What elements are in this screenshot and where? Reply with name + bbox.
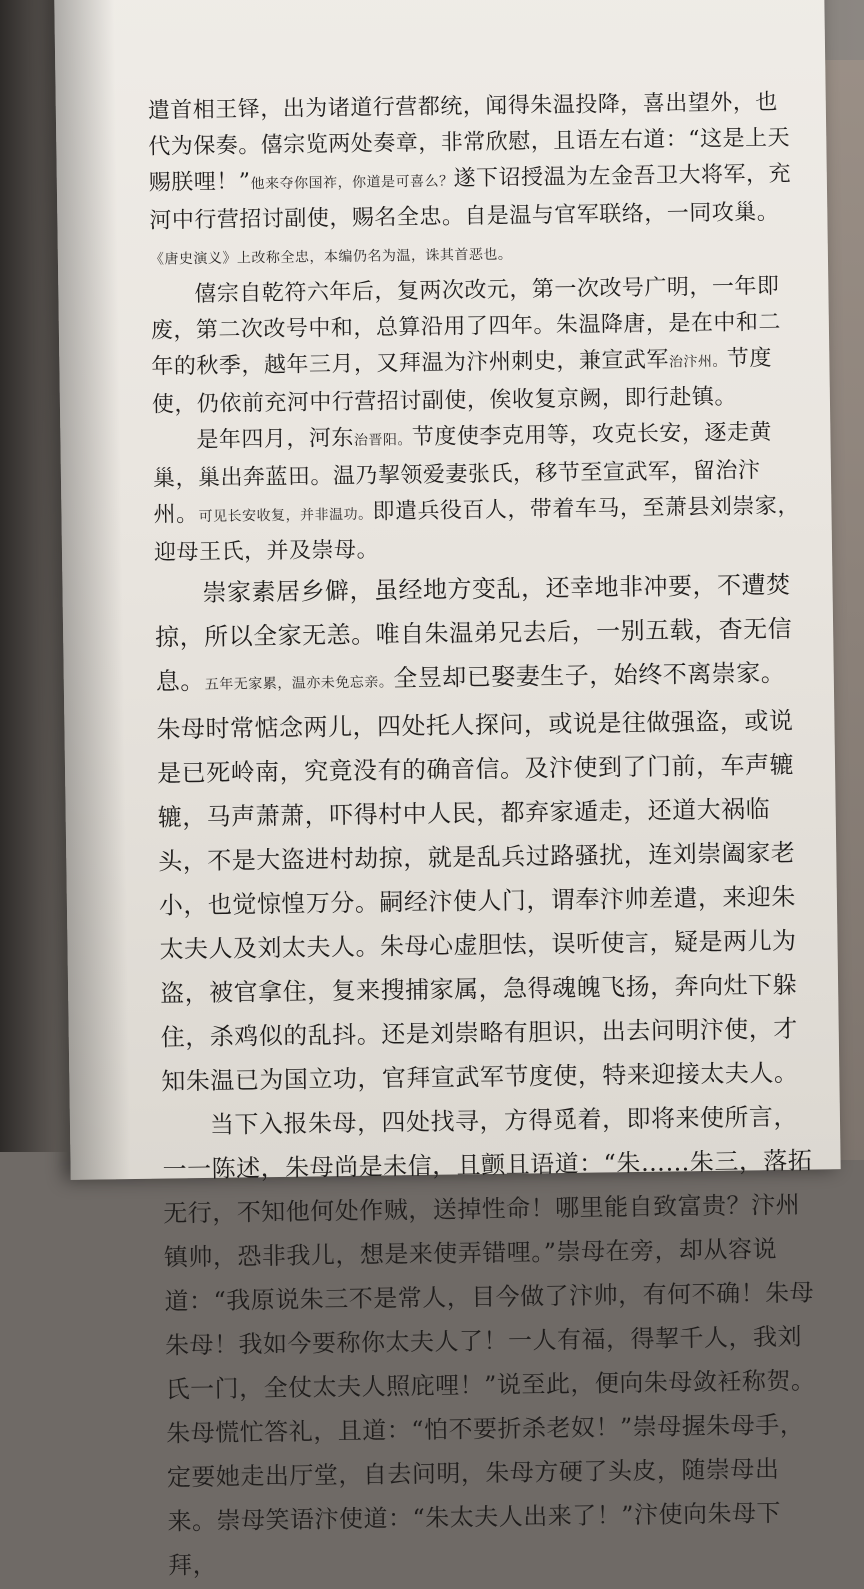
book-page: [54, 0, 841, 1580]
body-text: 节度使，仍依前充河中行营招讨副使，俟收复京阙，即行赴镇。: [151, 346, 773, 418]
body-text: 是年四月，河东: [196, 425, 355, 454]
body-text: 当下入报朱母，四处找寻，方得觅着，即将来使所言，一一陈述，朱母尚是未信，且颤且语道：“朱……朱三，落拓无行，不知他何处作贼，送掉性命！哪里能自致富贵？汴州镇帅，恐非我儿，想是来使弄错哩。”崇母在旁，却从容说道：“我原说朱三不是常人，目今做了汴帅，有何不确！朱母朱母！我如今要称你太夫人了！一人有福，得挈千人，我刘氏一门，全仗太夫人照庇哩！”说至此，便向朱母敛衽称贺。朱母慌忙答礼，且道：“怕不要折杀老奴！”崇母握朱母手，定要她走出厅堂，自去问明，朱母方硬了头皮，随崇母出来。崇母笑语汴使道：“朱太夫人出来了！”汴使向朱母下拜，: [162, 1102, 816, 1580]
paragraph: [162, 1095, 819, 1588]
paragraph: [148, 85, 801, 278]
annotation-note: 可见长安收复，并非温功。: [198, 506, 373, 526]
body-text: 节度使李克用等，攻克长安，逐走黄巢，巢出奔蓝田。温乃挈领爱妻张氏，移节至宣武军，留治汴州。: [152, 420, 773, 528]
body-text: 遣首相王铎，出为诸道行营都统，闻得朱温投降，喜出望外，也代为保奏。僖宗览两处奏章，非常欣慰，且语左右道：“这是上天赐朕哩！”: [147, 89, 791, 196]
paragraph: [150, 269, 802, 424]
annotation-note: 他来夺你国祚，你道是可喜么？: [250, 173, 454, 193]
paragraph: [154, 563, 811, 1104]
paragraph: [152, 415, 804, 572]
annotation-note: 《唐史演义》上改称全忠，本编仍名为温，诛其首恶也。: [149, 246, 513, 268]
annotation-note: 五年无家累，温亦未免忘亲。: [204, 674, 394, 693]
body-text: 僖宗自乾符六年后，复两次改元，第一次改号广明，一年即废，第二次改号中和，总算沿用了四年。朱温降唐，是在中和二年的秋季，越年三月，又拜温为汴州刺史，兼宣武军: [150, 273, 782, 380]
annotation-note: 治晋阳。: [353, 432, 413, 449]
annotation-note: 治汴州。: [668, 353, 728, 371]
body-text: 崇家素居乡僻，虽经地方变乱，还幸地非冲要，不遭焚掠，所以全家无恙。唯自朱温弟兄去后，一别五载，杳无信息。: [154, 570, 793, 696]
page-text: [148, 85, 819, 1588]
body-text: 遂下诏授温为左金吾卫大将军，充河中行营招讨副使，赐名全忠。自是温与官军联络，一同攻巢。: [149, 161, 792, 234]
body-text: 全昱却已娶妻生子，始终不离崇家。朱母时常惦念两儿，四处托人探问，或说是往做强盗，或说是已死岭南，究竟没有的确音信。及汴使到了门前，车声辘辘，马声萧萧，吓得村中人民，都弃家遁走，还道大祸临头，不是大盗进村劫掠，就是乱兵过路骚扰，连刘崇阖家老小，也觉惊惶万分。嗣经汴使人门，谓奉汴帅差遣，来迎朱太夫人及刘太夫人。朱母心虚胆怯，误听使言，疑是两儿为盗，被官拿住，复来搜捕家属，急得魂魄飞扬，奔向灶下躲住，杀鸡似的乱抖。还是刘崇略有胆识，出去问明汴使，才知朱温已为国立功，官拜宣武军节度使，特来迎接太夫人。: [156, 658, 799, 1096]
body-text: 即遣兵役百人，带着车马，至萧县刘崇家，迎母王氏，并及崇母。: [153, 493, 801, 566]
